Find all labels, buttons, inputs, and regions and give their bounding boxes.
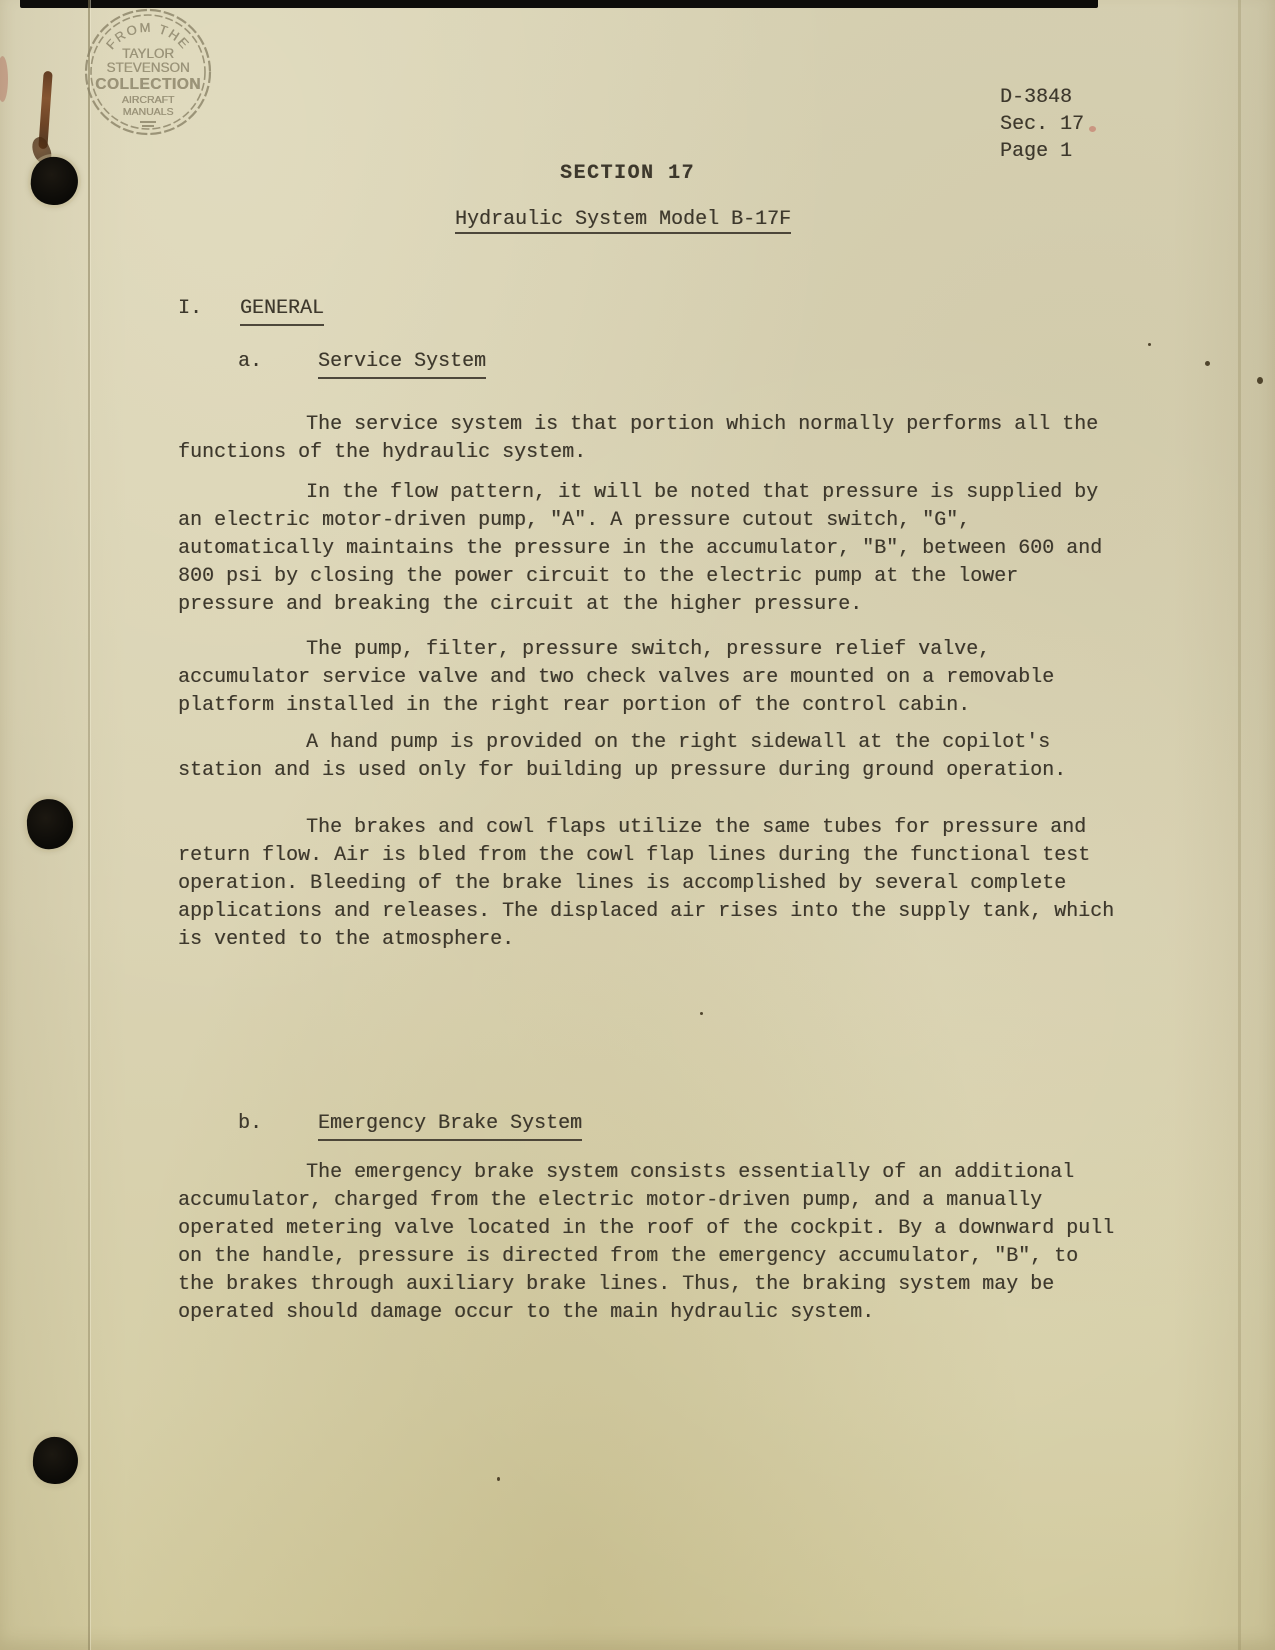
doc-number: D-3848 xyxy=(1000,86,1073,109)
collection-stamp xyxy=(82,6,214,138)
paper-speck xyxy=(700,1012,703,1015)
paper-speck xyxy=(497,1477,500,1481)
stamp-row-aircraft: AIRCRAFT xyxy=(121,94,175,106)
page-ref: Page 1 xyxy=(1000,140,1073,163)
scan-line-right xyxy=(1238,0,1241,1650)
paragraph-service-3: The pump, filter, pressure switch, pressure relief valve, accumulator service valve and two check valves are mounted on a removable platform installed in the right rear portion of the control cabin. xyxy=(178,638,1055,717)
heading-service-label: a. xyxy=(238,350,263,373)
paper-speck xyxy=(1257,377,1263,384)
stamp-row-stevenson: STEVENSON xyxy=(106,60,190,75)
paragraph-emergency-1: The emergency brake system consists essentially of an additional accumulator, charged from the electric motor-driven pump, and a manually operated metering valve located in the roof of the cockpit. By a downward pull on the handle, pressure is directed from the emergency accumulator, "B", to the brakes through auxiliary brake lines. Thus, the braking system may be operated should damage occur to the main hydraulic system. xyxy=(178,1161,1115,1324)
stamp-row-manuals: MANUALS xyxy=(122,106,174,118)
paper-speck xyxy=(1205,361,1210,366)
paragraph-service-4: A hand pump is provided on the right sidewall at the copilot's station and is used only for building up pressure during ground operation. xyxy=(178,731,1067,782)
document-subtitle xyxy=(455,208,791,231)
heading-emergency-brake xyxy=(238,1110,1118,1141)
section-ref: Sec. 17 xyxy=(1000,113,1085,136)
heading-service-system xyxy=(238,348,1118,379)
paragraph-service-2: In the flow pattern, it will be noted that pressure is supplied by an electric motor-driven pump, "A". A pressure cutout switch, "G", automatically maintains the pressure in the accumulator, "B", between 600 and 800 psi by closing the power circuit to the electric pump at the lower pressure and breaking the circuit at the higher pressure. xyxy=(178,481,1103,616)
paragraph-service-5: The brakes and cowl flaps utilize the same tubes for pressure and return flow. Air is bled from the cowl flap lines during the functional test operation. Bleeding of the brake lines is accomplished by several complete applications and releases. The displaced air rises into the supply tank, which is vented to the atmosphere. xyxy=(178,816,1115,951)
hole-punch-top xyxy=(28,154,81,208)
stamp-row-taylor: TAYLOR xyxy=(121,46,175,61)
binder-crease-highlight xyxy=(90,0,91,1650)
heading-emergency-label: b. xyxy=(238,1112,263,1135)
heading-emergency-title: Emergency Brake System xyxy=(318,1110,582,1141)
edge-smudge xyxy=(0,56,8,102)
heading-general-title: GENERAL xyxy=(240,295,324,326)
hole-punch-middle xyxy=(25,797,76,852)
stamp-arc-text: FROM THE xyxy=(102,19,193,53)
hole-punch-bottom xyxy=(31,1435,79,1485)
paper-speck xyxy=(1148,343,1151,346)
heading-general-number: I. xyxy=(178,297,203,320)
section-heading: SECTION 17 xyxy=(560,162,696,185)
doc-reference-block xyxy=(1000,84,1084,165)
heading-service-title: Service System xyxy=(318,348,486,379)
heading-general xyxy=(178,295,1118,326)
paper-speck xyxy=(1089,126,1096,132)
stamp-row-collection: COLLECTION xyxy=(95,76,201,93)
section-general xyxy=(178,295,1118,954)
document-subtitle-text: Hydraulic System Model B-17F xyxy=(455,208,791,234)
paragraph-service-1: The service system is that portion which normally performs all the functions of the hydraulic system. xyxy=(178,413,1099,464)
section-emergency-brake xyxy=(178,1110,1118,1327)
